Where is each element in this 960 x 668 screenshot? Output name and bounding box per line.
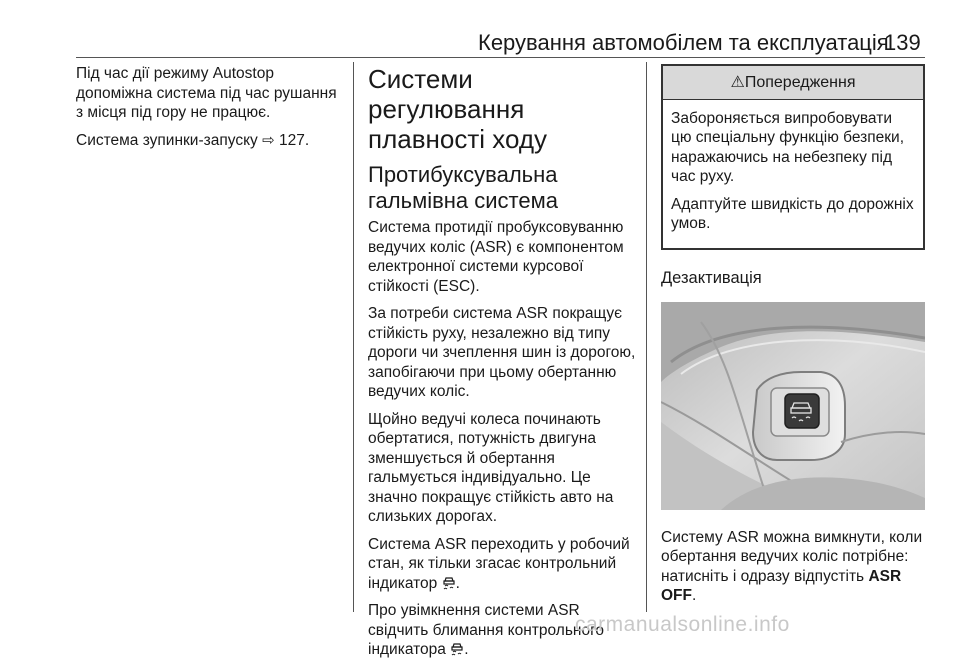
paragraph-reference — [76, 131, 346, 151]
paragraph: Щойно ведучі колеса починають обертатися, потужність двигуна зменшується й обертання гальмується індивідуально. Це значно покращує стійкість авто на слизьких дорогах. — [368, 410, 614, 525]
column-divider-2 — [646, 62, 647, 612]
skid-car-indicator-icon — [442, 575, 456, 590]
section-heading: Системи регулювання плавності ходу — [368, 64, 548, 154]
reference-page-link[interactable]: 127. — [278, 131, 310, 149]
asr-off-button-label: ASR OFF — [661, 567, 902, 604]
column-1 — [76, 64, 346, 158]
header-divider — [76, 57, 925, 58]
watermark: carmanualsonline.info — [575, 613, 790, 636]
warning-box — [661, 64, 925, 250]
column-2 — [368, 64, 636, 668]
warning-text: Адаптуйте швидкість до дорожніх умов. — [671, 195, 914, 232]
subsection-heading: Протибуксувальна гальмівна система — [368, 162, 558, 213]
paragraph: За потреби система ASR покращує стійкість руху, незалежно від типу дороги чи зчеплення шин із дорогою, запобігаючи при цьому обертанню ведучих коліс. — [368, 305, 636, 400]
reference-text: Система зупинки-запуску — [76, 131, 258, 149]
warning-triangle-icon: ⚠ — [730, 74, 745, 91]
skid-car-indicator-icon — [450, 641, 464, 656]
paragraph-deactivation: Систему ASR можна вимкнути, коли обертання ведучих коліс потрібне: натисніть і одразу відпустіть ASR OFF. — [661, 528, 923, 604]
paragraph: Під час дії режиму Autostop допоміжна система під час рушання з місця під гору не працює. — [76, 65, 337, 121]
warning-title: Попередження — [744, 74, 856, 91]
section-heading: Дезактивація — [661, 268, 762, 287]
paragraph: Система протидії пробуксовуванню ведучих коліс (ASR) є компонентом електронної системи курсової стійкості (ESC). — [368, 219, 624, 295]
paragraph-with-indicator: Система ASR переходить у робочий стан, як тільки згасає контрольний індикатор . — [368, 535, 630, 592]
asr-off-button-photo — [661, 302, 925, 510]
warning-text: Забороняється випробовувати цю спеціальну функцію безпеки, наражаючись на небезпеку під час руху. — [671, 109, 905, 185]
column-3 — [661, 64, 925, 614]
chapter-title: Керування автомобілем та експлуатація — [478, 30, 889, 55]
warning-header — [663, 66, 923, 100]
warning-body — [663, 100, 923, 248]
page-number: 139 — [884, 30, 921, 55]
outline-right-arrow-icon: ⇨ — [262, 131, 275, 149]
column-divider-1 — [353, 62, 354, 612]
paragraph-with-indicator: Про увімкнення системи ASR свідчить блимання контрольного індикатора . — [368, 602, 605, 658]
